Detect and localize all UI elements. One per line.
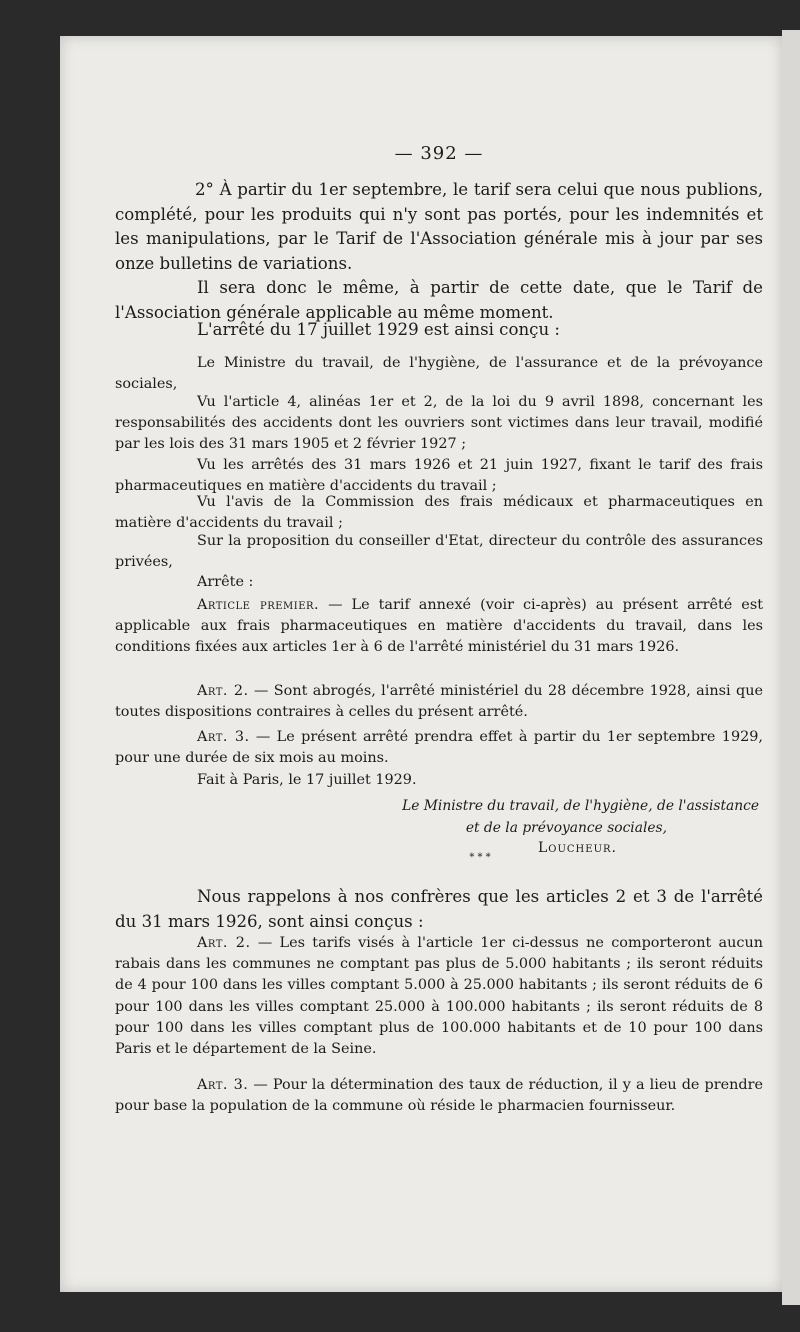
article-label: Article premier. (197, 597, 320, 613)
paragraph-4: Le Ministre du travail, de l'hygiène, de l'assurance et de la prévoyance sociales, (115, 355, 763, 393)
article-text: — Pour la détermination des taux de réduction, il y a lieu de prendre pour base la population de la commune où réside le pharmacien fournisseur. (115, 1077, 764, 1115)
paragraph-5: Vu l'article 4, alinéas 1er et 2, de la loi du 9 avril 1898, concernant les responsabilités des accidents dont les ouvriers sont victimes dans leur travail, modifié par les lois des 31 mars 1905 et 2 février 1927 ; (115, 394, 763, 453)
paragraph-2: Il sera donc le même, à partir de cette date, que le Tarif de l'Association générale applicable au même moment. (115, 278, 763, 322)
signature-line-2: et de la prévoyance sociales, (465, 820, 667, 836)
paragraph-9: Arrête : (197, 574, 254, 590)
article-label: Art. 3. (197, 729, 250, 745)
article-label: Art. 2. (197, 683, 249, 699)
paragraph-16 (115, 1075, 763, 1117)
article-label: Art. 2. (197, 935, 251, 951)
page-edge (782, 30, 800, 1305)
paragraph-7: Vu l'avis de la Commission des frais médicaux et pharmaceutiques en matière d'accidents du travail ; (115, 494, 763, 532)
article-text: — Les tarifs visés à l'article 1er ci-dessus ne comporteront aucun rabais dans les communes ne comptant pas plus de 5.000 habitants ; ils seront réduits de 4 pour 100 dans les villes comptant 5.000 à 25.000 habitants ; ils seront réduits de 6 pour 100 dans les villes comptant 25.000 à 100.000 habitants ; ils seront réduits de 8 pour 100 dans les villes comptant plus de 100.000 habitants et de 10 pour 100 dans Paris et le département de la Seine. (115, 935, 763, 1058)
paragraph-6: Vu les arrêtés des 31 mars 1926 et 21 juin 1927, fixant le tarif des frais pharmaceutiques en matière d'accidents du travail ; (115, 457, 763, 495)
article-text: — Sont abrogés, l'arrêté ministériel du 28 décembre 1928, ainsi que toutes dispositions contraires à celles du présent arrêté. (115, 683, 764, 721)
page-number: — 392 — (394, 143, 484, 164)
signature-line-1: Le Ministre du travail, de l'hygiène, de l'assistance (402, 798, 759, 814)
article-label: Art. 3. (197, 1077, 249, 1093)
paragraph-10 (115, 595, 763, 659)
article-text: — Le présent arrêté prendra effet à partir du 1er septembre 1929, pour une durée de six mois au moins. (115, 729, 763, 767)
paragraph-14: Nous rappelons à nos confrères que les articles 2 et 3 de l'arrêté du 31 mars 1926, sont ainsi conçus : (115, 887, 763, 931)
paragraph-13: Fait à Paris, le 17 juillet 1929. (197, 772, 417, 788)
paragraph-12 (115, 727, 763, 769)
paragraph-8: Sur la proposition du conseiller d'Etat, directeur du contrôle des assurances privées, (115, 533, 763, 571)
signature-name: Loucheur. (537, 840, 617, 856)
paragraph-3: L'arrêté du 17 juillet 1929 est ainsi conçu : (197, 320, 560, 339)
paragraph-11 (115, 681, 763, 723)
paragraph-1: 2° À partir du 1er septembre, le tarif sera celui que nous publions, complété, pour les produits qui n'y sont pas portés, pour les indemnités et les manipulations, par le Tarif de l'Association générale mis à jour par ses onze bulletins de variations. (115, 180, 763, 273)
article-text: — Le tarif annexé (voir ci-après) au présent arrêté est applicable aux frais pharmaceutiques en matière d'accidents du travail, dans les conditions fixées aux articles 1er à 6 de l'arrêté ministériel du 31 mars 1926. (115, 597, 763, 656)
paragraph-15 (115, 933, 763, 1060)
separator-stars: * * * (469, 852, 491, 863)
